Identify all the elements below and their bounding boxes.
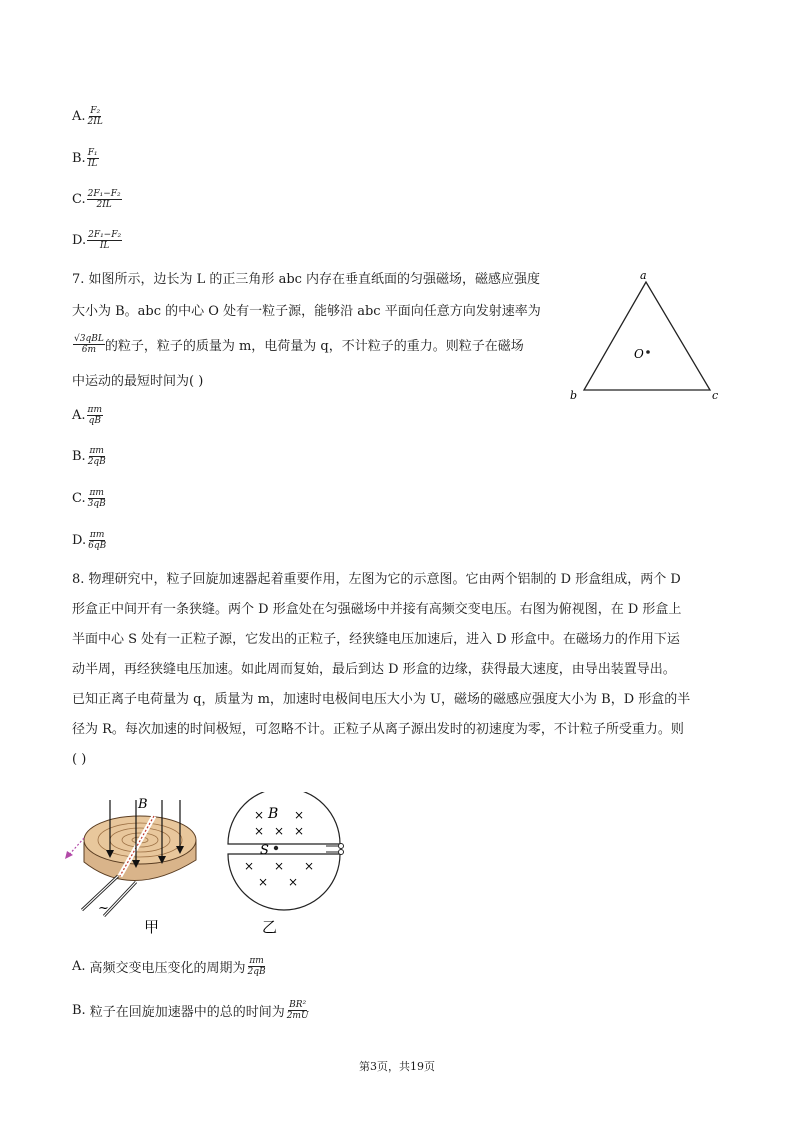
- option-label: D.: [72, 533, 87, 548]
- option-label: A.: [72, 959, 86, 974]
- q8-option-a: [72, 956, 267, 977]
- fraction: [87, 488, 107, 509]
- q7-line-1: 7. 如图所示，边长为 L 的正三角形 abc 内存在垂直纸面的匀强磁场，磁感应强度: [72, 272, 541, 287]
- frac-den: 2qB: [247, 967, 266, 977]
- q8-option-b: [72, 1000, 310, 1021]
- q8-line: 形盒正中间开有一条狭缝。两个 D 形盒处在匀强磁场中并接有高频交变电压。右图为俯视图，在 D 形盒上: [72, 602, 682, 617]
- frac-den: IL: [87, 159, 98, 169]
- frac-num: 2F₁−F₂: [87, 189, 121, 199]
- q7-option-b: [72, 446, 107, 467]
- field-into-page-mark: ×: [304, 859, 315, 873]
- option-label: A.: [72, 109, 86, 124]
- frac-num: √3qBL: [74, 334, 104, 344]
- field-into-page-mark: ×: [294, 808, 305, 822]
- option-text: 高频交变电压变化的周期为: [89, 961, 246, 976]
- field-b-label: B: [138, 797, 148, 812]
- field-b-label: B: [268, 806, 279, 822]
- terminal: [339, 844, 344, 849]
- triangle-abc: [584, 282, 710, 390]
- option-label: B.: [72, 449, 86, 464]
- option-label: B.: [72, 1003, 86, 1018]
- source-s-label: S: [260, 843, 269, 858]
- page-footer: 第3页，共19页: [359, 1060, 435, 1073]
- frac-den: 6m: [81, 345, 97, 355]
- frac-num: πm: [87, 405, 102, 415]
- fraction: [87, 405, 103, 426]
- frac-den: IL: [99, 241, 110, 251]
- frac-num: πm: [249, 956, 264, 966]
- frac-den: 2qB: [87, 457, 106, 467]
- ac-source-symbol: ~: [98, 901, 109, 916]
- source-point: [274, 846, 278, 850]
- field-into-page-mark: ×: [244, 859, 255, 873]
- frac-num: F₁: [87, 148, 98, 158]
- q8-line: 半面中心 S 处有一正粒子源，它发出的正粒子，经狭缝电压加速后，进入 D 形盒中。在磁场力的作用下运: [72, 632, 680, 647]
- q8-stem: [72, 565, 732, 775]
- frac-num: 2F₁−F₂: [88, 230, 122, 240]
- field-into-page-mark: ×: [274, 824, 285, 838]
- q8-line: 动半周，再经狭缝电压加速。如此周而复始，最后到达 D 形盒的边缘，获得最大速度，由导出装置导出。: [72, 662, 676, 677]
- field-into-page-mark: ×: [258, 875, 269, 889]
- q8-line: ( ): [72, 752, 87, 767]
- q6-option-a: [72, 106, 104, 127]
- frac-den: 2IL: [87, 117, 103, 127]
- frac-den: 6qB: [88, 541, 107, 551]
- q7-option-d: [72, 530, 107, 551]
- frac-num: BR²: [289, 1000, 307, 1010]
- option-label: C.: [72, 491, 86, 506]
- q7-option-c: [72, 488, 107, 509]
- q8-line: 径为 R。每次加速的时间极短，可忽略不计。正粒子从离子源出发时的初速度为零，不计粒子所受重力。则: [72, 722, 684, 737]
- triangle-diagram: [566, 268, 726, 404]
- option-label: B.: [72, 151, 86, 166]
- speed-fraction: [73, 334, 105, 355]
- field-into-page-mark: ×: [274, 859, 285, 873]
- option-text: 粒子在回旋加速器中的总的时间为: [89, 1005, 285, 1020]
- q8-line: 8. 物理研究中，粒子回旋加速器起着重要作用，左图为它的示意图。它由两个铝制的 D 形盒组成，两个 D: [72, 572, 681, 587]
- vertex-b-label: b: [570, 389, 578, 402]
- frac-den: 3qB: [87, 499, 106, 509]
- vertex-c-label: c: [712, 389, 719, 402]
- fraction: [87, 530, 107, 551]
- frac-num: πm: [89, 530, 105, 540]
- q6-option-c: [72, 189, 122, 210]
- field-into-page-mark: ×: [254, 808, 265, 822]
- frac-den: 2mU: [286, 1011, 309, 1021]
- fraction: [87, 148, 99, 169]
- figure-caption-right: 乙: [262, 918, 278, 936]
- field-into-page-mark: ×: [288, 875, 299, 889]
- q7-line-3: [72, 334, 524, 355]
- frac-den: qB: [88, 416, 101, 426]
- q7-line-4: 中运动的最短时间为( ): [72, 374, 204, 389]
- q6-option-b: [72, 148, 99, 169]
- vertex-a-label: a: [640, 269, 647, 282]
- option-label: A.: [72, 408, 86, 423]
- q6-option-d: [72, 230, 122, 251]
- q8-line: 已知正离子电荷量为 q，质量为 m，加速时电极间电压大小为 U，磁场的磁感应强度大小为 B，D 形盒的半: [72, 692, 691, 707]
- fraction: [87, 106, 104, 127]
- frac-num: πm: [89, 488, 104, 498]
- center-o-label: O: [634, 347, 644, 361]
- cyclotron-top-view-figure: [224, 792, 350, 942]
- fraction: [286, 1000, 310, 1021]
- frac-den: 2IL: [96, 200, 112, 210]
- cyclotron-perspective-figure: [62, 792, 212, 942]
- exit-arrowhead: [65, 851, 73, 859]
- fraction: [87, 189, 122, 210]
- fraction: [87, 446, 107, 467]
- field-into-page-mark: ×: [294, 824, 305, 838]
- figure-caption-left: 甲: [144, 918, 160, 936]
- frac-num: F₂: [90, 106, 101, 116]
- fraction: [87, 230, 122, 251]
- option-label: C.: [72, 192, 86, 207]
- q7-option-a: [72, 405, 103, 426]
- q7-line-3-text: 的粒子，粒子的质量为 m，电荷量为 q，不计粒子的重力。则粒子在磁场: [104, 339, 524, 354]
- q7-line-2: 大小为 B。abc 的中心 O 处有一粒子源，能够沿 abc 平面向任意方向发射速率为: [72, 304, 541, 319]
- frac-num: πm: [89, 446, 104, 456]
- option-label: D.: [72, 233, 87, 248]
- terminal: [339, 850, 344, 855]
- center-point: [646, 350, 650, 354]
- fraction: [247, 956, 267, 977]
- field-into-page-mark: ×: [254, 824, 265, 838]
